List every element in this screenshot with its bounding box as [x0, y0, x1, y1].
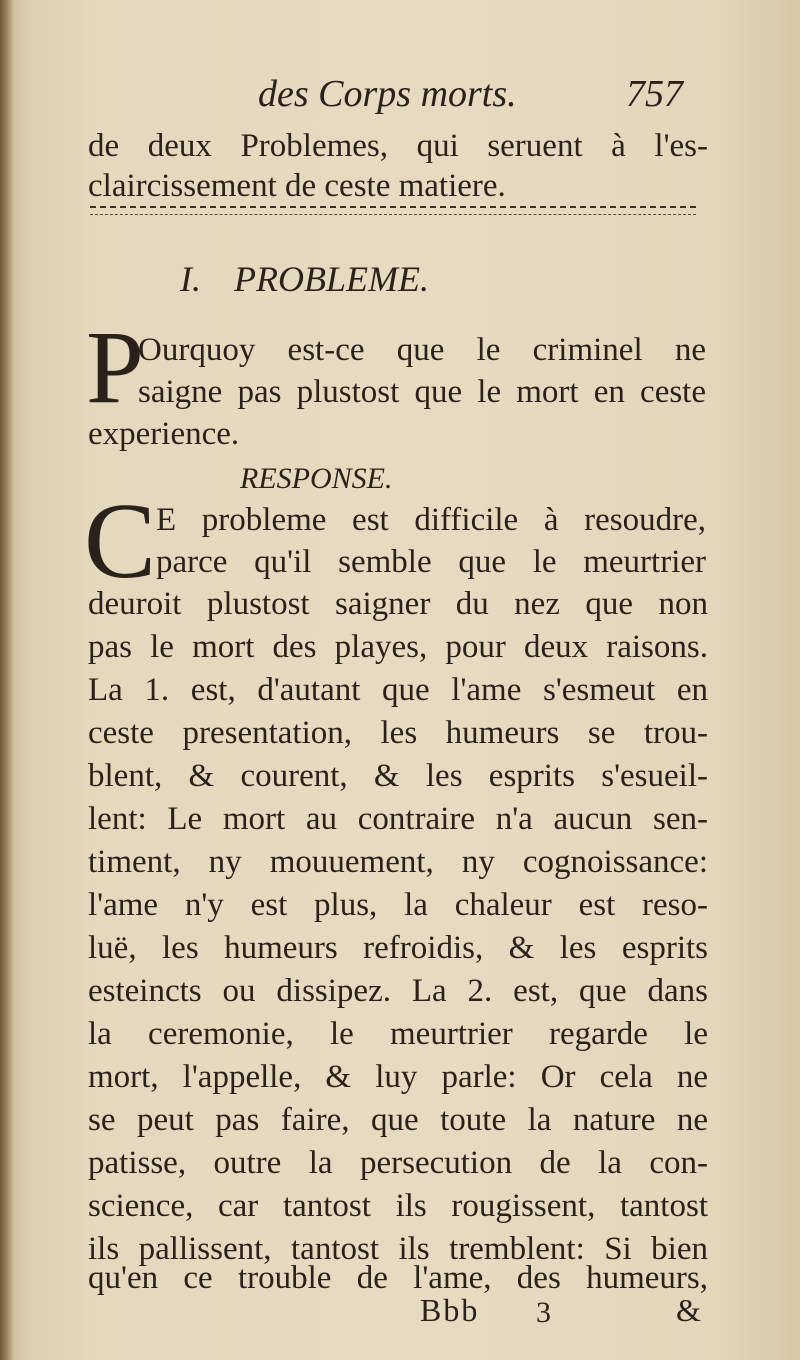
problem-line: experience. — [88, 416, 240, 452]
intro-line: de deux Problemes, qui seruent à l'es- — [88, 128, 708, 164]
response-line: blent, & courent, & les esprits s'esueil- — [88, 758, 708, 794]
response-line: qu'en ce trouble de l'ame, des humeurs, — [88, 1260, 708, 1296]
response-line: l'ame n'y est plus, la chaleur est reso- — [88, 887, 708, 923]
response-heading: RESPONSE. — [240, 462, 393, 495]
response-line: science, car tantost ils rougissent, tantost — [88, 1188, 708, 1224]
response-line: patisse, outre la persecution de la con- — [88, 1145, 708, 1181]
problem-line: saigne pas plustost que le mort en ceste — [138, 374, 706, 410]
signature-mark: Bbb — [420, 1292, 480, 1328]
problem-number: I. — [180, 259, 201, 299]
dropcap-c: C — [84, 482, 157, 601]
response-line: esteincts ou dissipez. La 2. est, que dans — [88, 973, 708, 1009]
problem-title: PROBLEME. — [234, 259, 429, 299]
response-line: se peut pas faire, que toute la nature ne — [88, 1102, 708, 1138]
signature-number: 3 — [536, 1296, 551, 1329]
running-head — [0, 70, 800, 120]
response-line: luë, les humeurs refroidis, & les esprits — [88, 930, 708, 966]
response-line: la ceremonie, le meurtrier regarde le — [88, 1016, 708, 1052]
running-title: des Corps morts. — [258, 73, 517, 115]
page-number: 757 — [626, 73, 683, 115]
catchword: & — [676, 1292, 701, 1328]
dropcap-p: P — [86, 310, 144, 425]
intro-line: claircissement de ceste matiere. — [88, 168, 506, 204]
section-divider — [90, 206, 696, 215]
response-line: mort, l'appelle, & luy parle: Or cela ne — [88, 1059, 708, 1095]
response-line: ceste presentation, les humeurs se trou- — [88, 715, 708, 751]
response-line: ils pallissent, tantost ils tremblent: Si bien — [88, 1231, 708, 1267]
response-line: lent: Le mort au contraire n'a aucun sen- — [88, 801, 708, 837]
response-line: La 1. est, d'autant que l'ame s'esmeut en — [88, 672, 708, 708]
page-spine-shadow — [0, 0, 14, 1360]
response-line: pas le mort des playes, pour deux raisons. — [88, 629, 708, 665]
response-line: E probleme est difficile à resoudre, — [156, 502, 706, 538]
response-line: deuroit plustost saigner du nez que non — [88, 586, 708, 622]
problem-heading — [0, 258, 800, 308]
response-line: parce qu'il semble que le meurtrier — [156, 544, 706, 580]
problem-line: Ourquoy est-ce que le criminel ne — [138, 332, 706, 368]
response-line: timent, ny mouuement, ny cognoissance: — [88, 844, 708, 880]
